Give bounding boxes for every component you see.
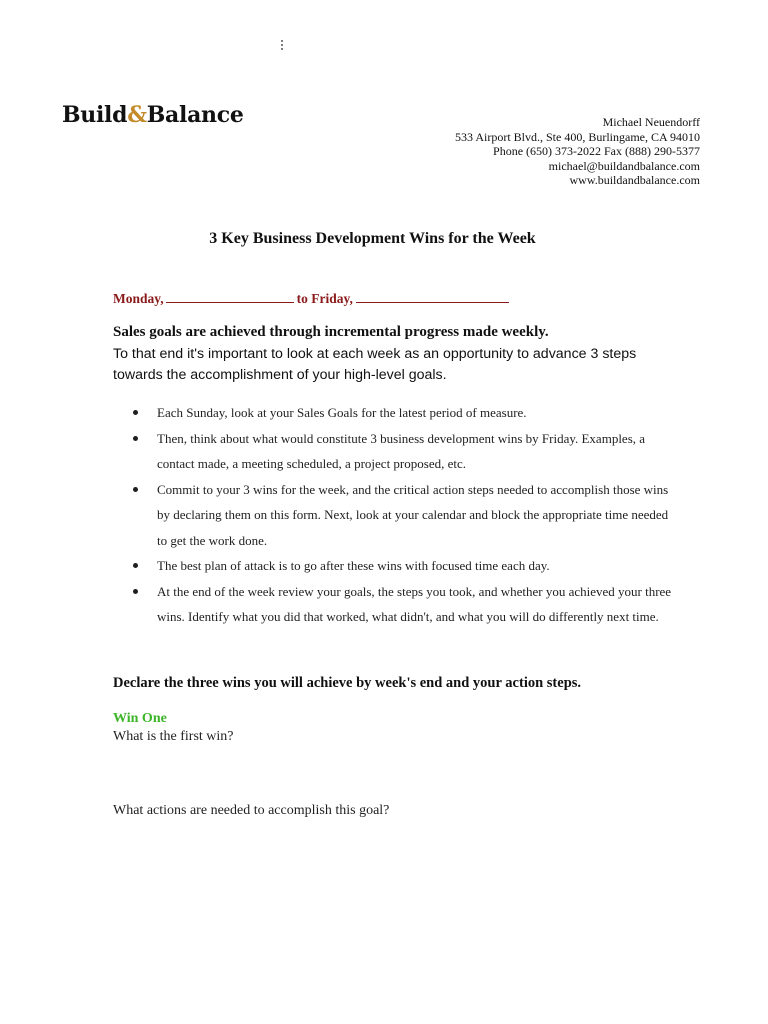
contact-name: Michael Neuendorff	[602, 115, 700, 129]
list-item: Each Sunday, look at your Sales Goals for the latest period of measure.	[113, 400, 673, 426]
list-item: Commit to your 3 wins for the week, and the critical action steps needed to accomplish those wins by declaring them on this form. Next, look at your calendar and block the appropriate time needed to get the work done.	[113, 477, 673, 554]
more-options-icon	[281, 40, 284, 50]
page-title: 3 Key Business Development Wins for the Week	[209, 230, 536, 247]
friday-blank[interactable]	[356, 292, 509, 303]
monday-blank[interactable]	[166, 292, 294, 303]
intro-heading: Sales goals are achieved through incremental progress made weekly.	[113, 324, 549, 340]
monday-label: Monday,	[113, 291, 164, 306]
bullet-icon	[133, 436, 138, 441]
friday-label: to Friday,	[296, 291, 353, 306]
list-item: Then, think about what would constitute 3 business development wins by Friday. Examples, a contact made, a meeting scheduled, a project proposed, etc.	[113, 426, 673, 477]
bullet-icon	[133, 563, 138, 568]
bullet-icon	[133, 589, 138, 594]
declare-heading: Declare the three wins you will achieve by week's end and your action steps.	[113, 675, 582, 691]
intro-body: To that end it's important to look at each week as an opportunity to advance 3 steps towards the accomplishment of your high-level goals.	[113, 346, 637, 383]
date-range-line	[113, 291, 509, 307]
contact-block	[455, 115, 700, 188]
actions-question: What actions are needed to accomplish this goal?	[113, 803, 390, 818]
company-logo: Build&Balance	[62, 102, 244, 128]
contact-address: 533 Airport Blvd., Ste 400, Burlingame, CA 94010	[455, 129, 700, 144]
win-one-heading: Win One	[113, 711, 167, 726]
instructions-list	[113, 400, 673, 630]
contact-phone: Phone (650) 373-2022 Fax (888) 290-5377	[493, 144, 700, 159]
contact-website[interactable]: www.buildandbalance.com	[569, 173, 700, 188]
contact-email[interactable]: michael@buildandbalance.com	[548, 158, 700, 173]
list-item: At the end of the week review your goals, the steps you took, and whether you achieved your three wins. Identify what you did that worked, what didn't, and what you will do differently next time.	[113, 579, 673, 630]
list-item: The best plan of attack is to go after these wins with focused time each day.	[113, 553, 673, 579]
bullet-icon	[133, 410, 138, 415]
bullet-icon	[133, 487, 138, 492]
first-win-question: What is the first win?	[113, 729, 234, 744]
